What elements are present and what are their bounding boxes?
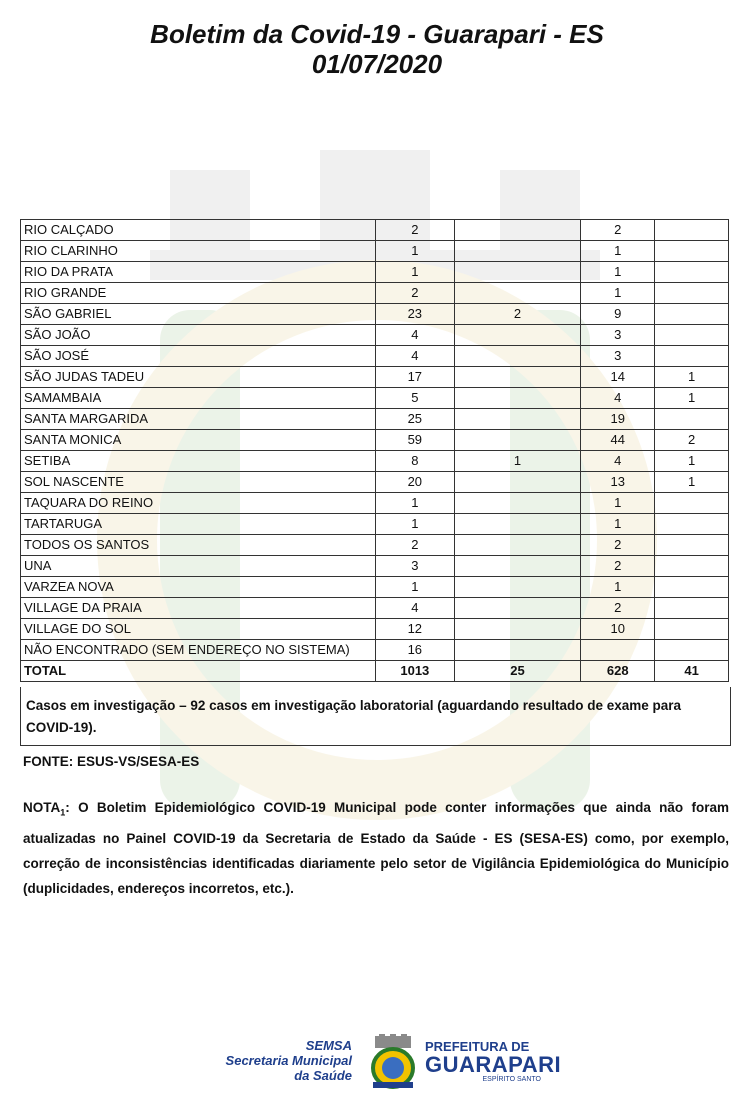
neighborhood-cell: UNA [21,556,376,577]
source-text: FONTE: ESUS-VS/SESA-ES [23,754,200,769]
count-cell: 14 [581,367,655,388]
count-cell [454,472,581,493]
page-title: Boletim da Covid-19 - Guarapari - ES [150,19,604,49]
count-cell: 5 [375,388,454,409]
count-cell [655,619,729,640]
neighborhood-cell: RIO CALÇADO [21,220,376,241]
count-cell: 4 [375,325,454,346]
neighborhood-cell: SETIBA [21,451,376,472]
table-row [21,220,729,241]
table-row [21,430,729,451]
count-cell [454,367,581,388]
count-cell [655,304,729,325]
nota-subscript: 1 [60,807,66,818]
investigation-note: Casos em investigação – 92 casos em investigação laboratorial (aguardando resultado de exame para COVID-19). [20,687,731,746]
count-cell: 4 [581,388,655,409]
count-cell [655,262,729,283]
neighborhood-cell: TARTARUGA [21,514,376,535]
count-cell: 1 [581,514,655,535]
table-row [21,388,729,409]
count-cell [655,514,729,535]
neighborhood-cell: SOL NASCENTE [21,472,376,493]
count-cell: 17 [375,367,454,388]
neighborhood-cell: SÃO JUDAS TADEU [21,367,376,388]
table-row [21,409,729,430]
count-cell: 1 [375,577,454,598]
count-cell: 1 [655,367,729,388]
neighborhood-cell: SAMAMBAIA [21,388,376,409]
count-cell: 3 [581,325,655,346]
count-cell: 4 [375,346,454,367]
table-row [21,325,729,346]
count-cell [454,346,581,367]
table-row [21,241,729,262]
table-row [21,640,729,661]
count-cell [655,346,729,367]
semsa-line2: da Saúde [294,1068,352,1083]
count-cell: 1 [375,514,454,535]
neighborhood-cell: SANTA MARGARIDA [21,409,376,430]
count-cell [454,430,581,451]
nota-label: NOTA [23,800,61,815]
cases-by-neighborhood-table [20,219,729,682]
neighborhood-cell: SÃO GABRIEL [21,304,376,325]
count-cell: 4 [375,598,454,619]
count-cell: 41 [655,661,729,682]
count-cell: 1 [581,283,655,304]
count-cell: 1 [375,262,454,283]
count-cell: 3 [581,346,655,367]
neighborhood-cell: TODOS OS SANTOS [21,535,376,556]
count-cell: 2 [454,304,581,325]
count-cell: 2 [581,556,655,577]
neighborhood-cell: VARZEA NOVA [21,577,376,598]
count-cell [454,388,581,409]
count-cell [655,493,729,514]
semsa-title: SEMSA [305,1038,352,1053]
table-row [21,451,729,472]
count-cell: 1 [581,241,655,262]
count-cell: 4 [581,451,655,472]
count-cell: 1 [375,493,454,514]
count-cell: 1 [655,472,729,493]
table-row [21,556,729,577]
table-row [21,472,729,493]
count-cell [454,619,581,640]
count-cell [454,577,581,598]
count-cell: 13 [581,472,655,493]
prefeitura-line2: GUARAPARI [425,1052,562,1077]
count-cell: 1 [454,451,581,472]
count-cell: 8 [375,451,454,472]
neighborhood-cell: TOTAL [21,661,376,682]
count-cell: 1 [375,241,454,262]
count-cell [454,535,581,556]
count-cell: 16 [375,640,454,661]
neighborhood-cell: SANTA MONICA [21,430,376,451]
count-cell [655,640,729,661]
count-cell: 2 [375,283,454,304]
count-cell: 23 [375,304,454,325]
count-cell: 1 [655,388,729,409]
count-cell [454,556,581,577]
count-cell: 2 [581,598,655,619]
table-row [21,493,729,514]
count-cell: 2 [375,220,454,241]
count-cell [454,514,581,535]
count-cell: 3 [375,556,454,577]
nota-text: : O Boletim Epidemiológico COVID-19 Municipal pode conter informações que ainda não foram atualizadas no Painel COVID-19 da Secretaria de Estado da Saúde - ES (SESA-ES) como, por exemplo, correção de inconsistências identificadas diariamente pelo setor de Vigilância Epidemiológica do Município (duplicidades, endereços incorretos, etc.). [23,800,729,896]
count-cell: 25 [454,661,581,682]
neighborhood-cell: SÃO JOÃO [21,325,376,346]
count-cell [655,283,729,304]
table-row [21,598,729,619]
count-cell: 1 [655,451,729,472]
count-cell [454,220,581,241]
nota-paragraph [23,795,729,901]
count-cell: 12 [375,619,454,640]
table-row [21,514,729,535]
table-row [21,304,729,325]
count-cell: 1 [581,493,655,514]
count-cell [655,241,729,262]
count-cell: 2 [581,535,655,556]
count-cell: 628 [581,661,655,682]
neighborhood-cell: RIO CLARINHO [21,241,376,262]
count-cell [655,556,729,577]
neighborhood-cell: SÃO JOSÉ [21,346,376,367]
table-row [21,283,729,304]
count-cell [454,283,581,304]
table-row [21,262,729,283]
neighborhood-cell: TAQUARA DO REINO [21,493,376,514]
count-cell [655,325,729,346]
count-cell: 59 [375,430,454,451]
count-cell [454,409,581,430]
prefeitura-line3: ESPÍRITO SANTO [482,1076,541,1083]
total-row [21,661,729,682]
count-cell: 1 [581,262,655,283]
count-cell: 10 [581,619,655,640]
neighborhood-cell: VILLAGE DA PRAIA [21,598,376,619]
count-cell [655,577,729,598]
report-date: 01/07/2020 [311,49,443,79]
count-cell [454,640,581,661]
count-cell [655,220,729,241]
count-cell: 1013 [375,661,454,682]
table-row [21,535,729,556]
count-cell: 44 [581,430,655,451]
prefeitura-logo [425,1040,561,1083]
count-cell [581,640,655,661]
count-cell: 2 [581,220,655,241]
count-cell [454,262,581,283]
count-cell [454,493,581,514]
count-cell [454,241,581,262]
count-cell: 9 [581,304,655,325]
count-cell [454,598,581,619]
guarapari-crest-icon [367,1034,419,1090]
neighborhood-cell: NÃO ENCONTRADO (SEM ENDEREÇO NO SISTEMA) [21,640,376,661]
count-cell [655,409,729,430]
count-cell: 19 [581,409,655,430]
count-cell: 2 [375,535,454,556]
count-cell: 25 [375,409,454,430]
table-row [21,577,729,598]
count-cell [454,325,581,346]
count-cell: 2 [655,430,729,451]
semsa-logo [200,1038,352,1083]
count-cell: 1 [581,577,655,598]
count-cell: 20 [375,472,454,493]
prefeitura-line1: PREFEITURA DE [425,1039,530,1054]
table-row [21,367,729,388]
table-row [21,619,729,640]
count-cell [655,535,729,556]
neighborhood-cell: RIO GRANDE [21,283,376,304]
neighborhood-cell: RIO DA PRATA [21,262,376,283]
semsa-line1: Secretaria Municipal [225,1053,352,1068]
count-cell [655,598,729,619]
neighborhood-cell: VILLAGE DO SOL [21,619,376,640]
table-row [21,346,729,367]
